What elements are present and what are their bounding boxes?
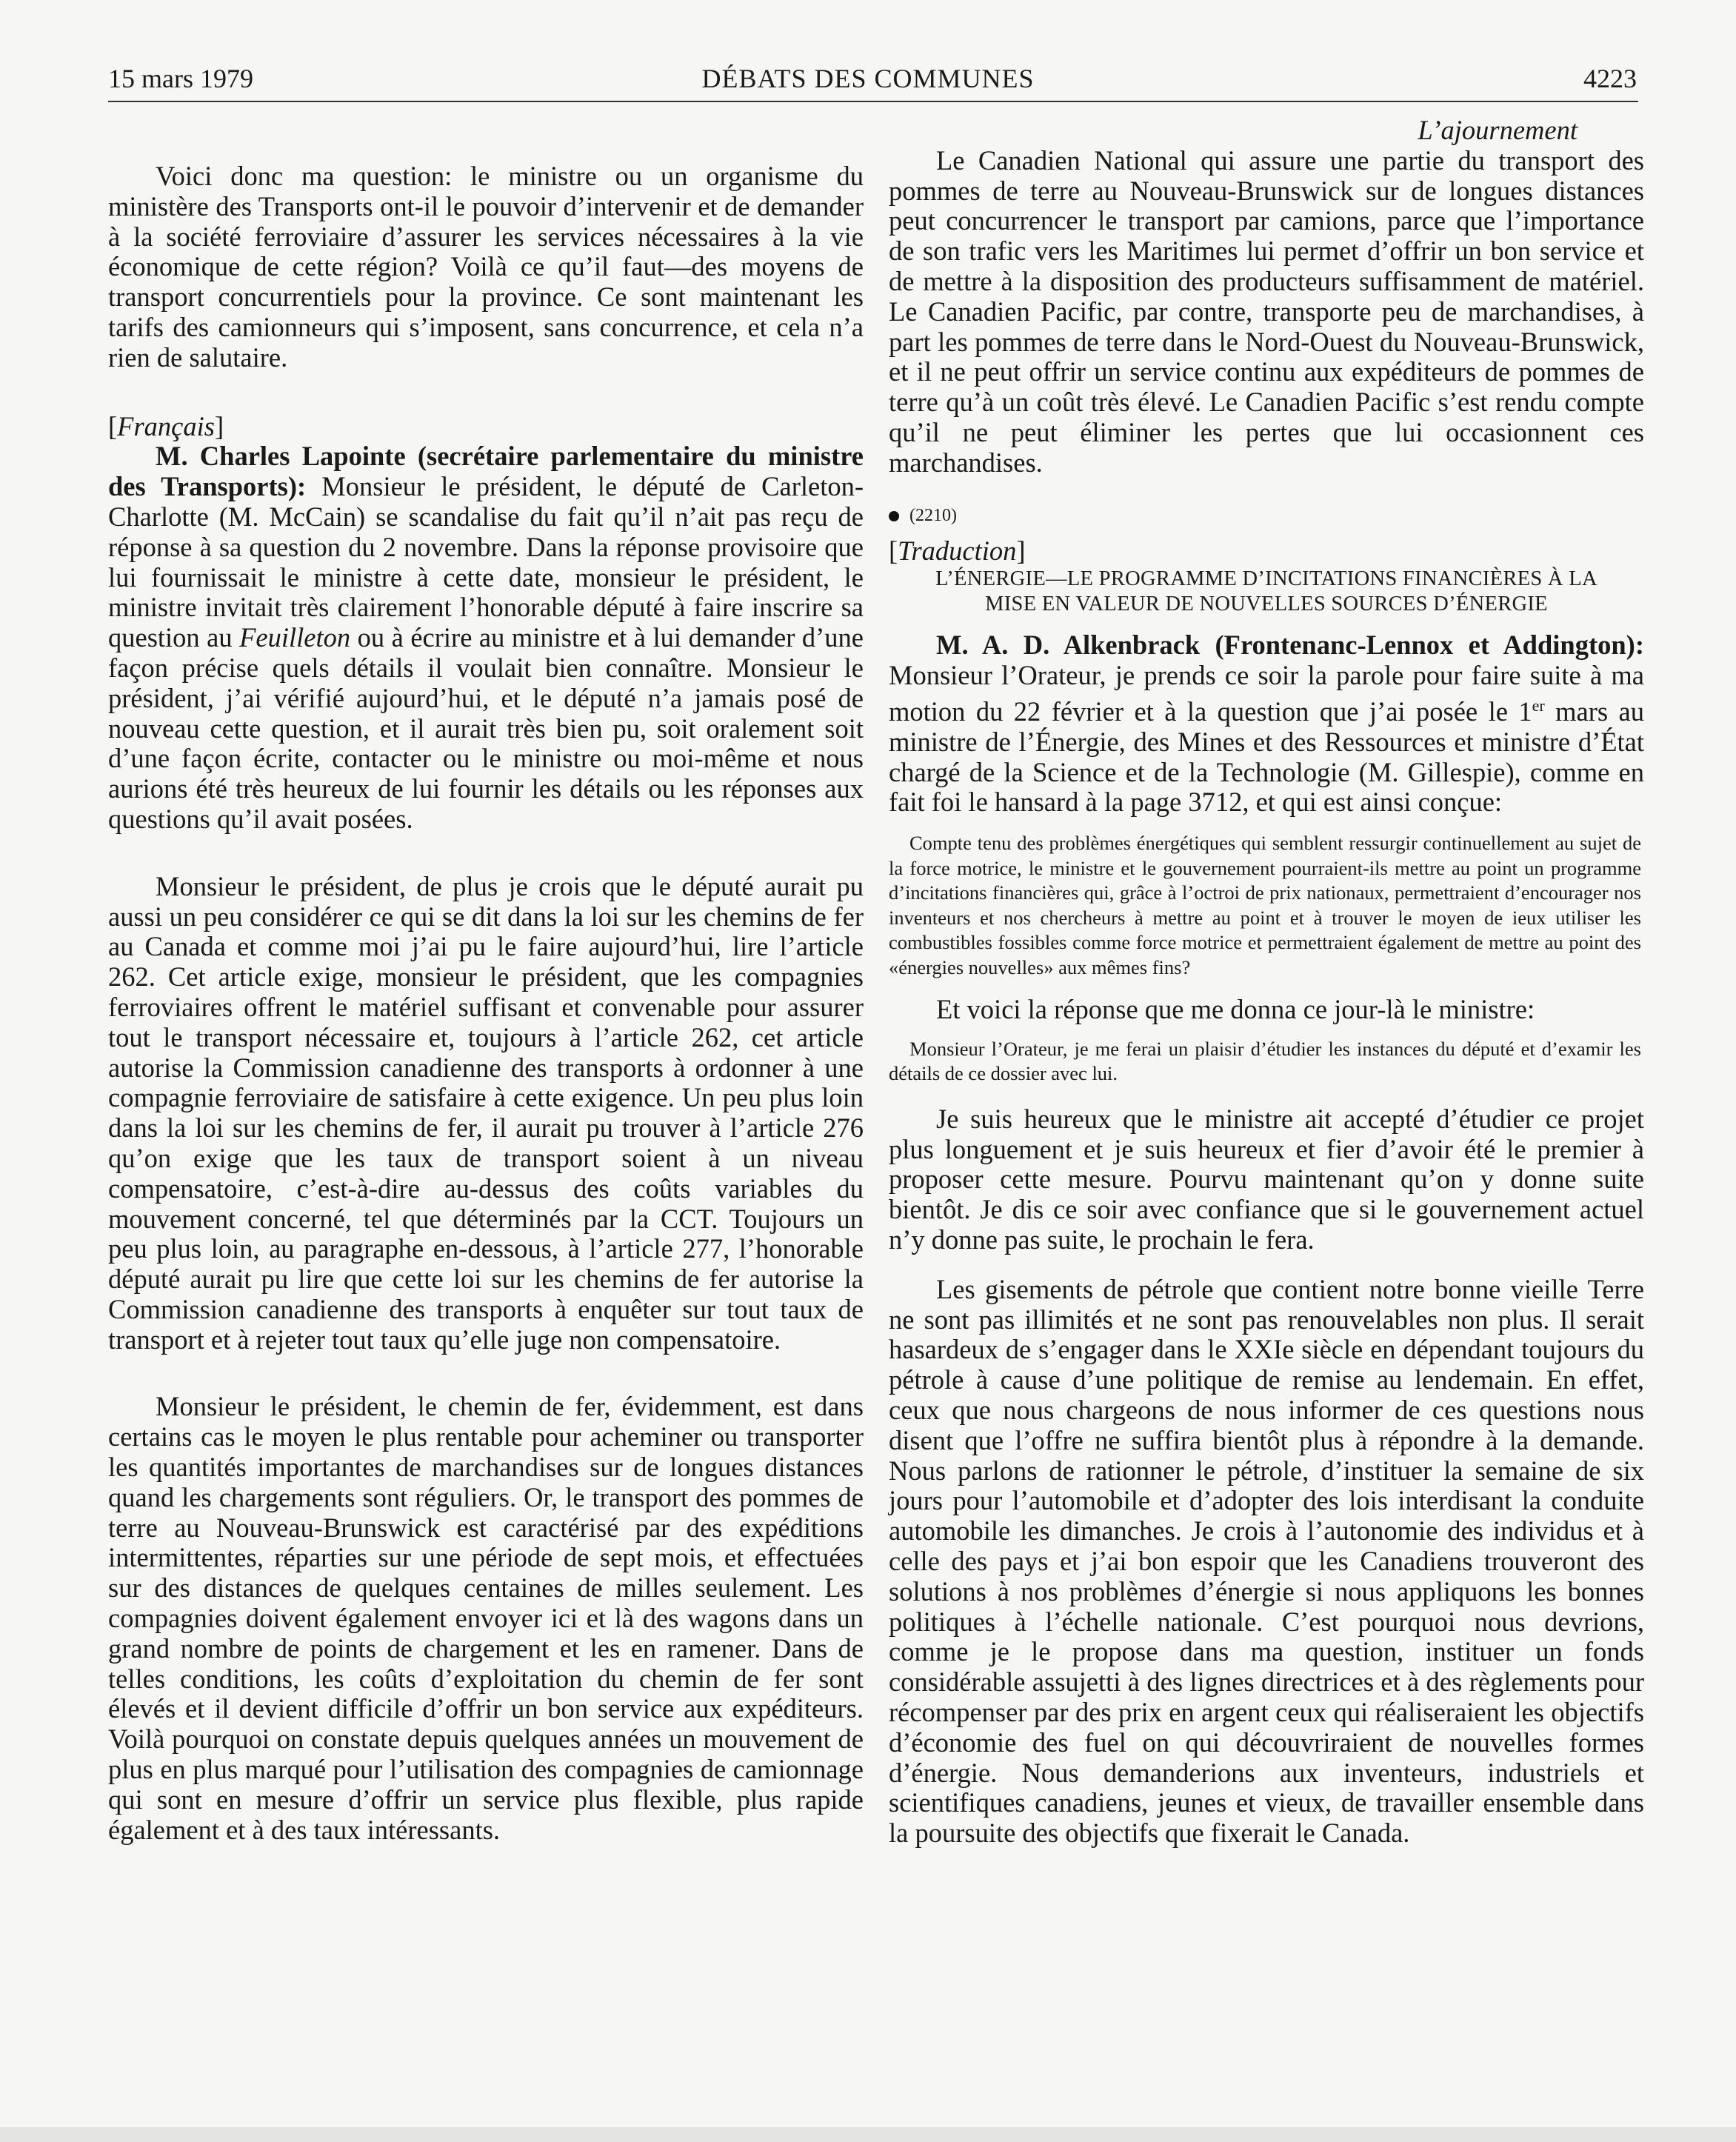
speech-paragraph	[108, 441, 864, 834]
language-tag: [Traduction]	[889, 536, 1026, 567]
speech-text: Monsieur l’Orateur, je prends ce soir la parole pour faire suite à ma motion du 22 février et à la question que j’ai posée le 1	[889, 659, 1644, 727]
paragraph: Monsieur le président, de plus je crois que le député aurait pu aussi un peu considérer ce qui se dit dans la loi sur les chemins de fer au Canada et comme moi j’ai pu le faire aujourd’hui, lire l’article 262. Cet article exige, monsieur le président, que les compagnies ferroviaires offrent le matériel suffisant et convenable pour assurer tout le transport nécessaire et, toujours à l’article 262, cet article autorise la Commission canadienne des transports à ordonner à une compagnie ferroviaire de satisfaire à cette exigence. Un peu plus loin dans la loi sur les chemins de fer, il aurait pu trouver à l’article 276 qu’on exige que les taux de transport soient à un niveau compensatoire, c’est-à-dire au-dessus des coûts variables du mouvement concerné, tel que déterminés par la CCT. Toujours un peu plus loin, au paragraphe en-dessous, à l’article 277, l’honorable député aurait pu lire que cette loi sur les chemins de fer autorise la Commission canadienne des transports à enquêter sur tout taux de transport et à rejeter tout taux qu’elle juge non compensatoire.	[108, 870, 864, 1355]
timecode-text: (2210)	[909, 505, 957, 525]
language-tag: [Français]	[108, 410, 224, 441]
speech-text: mars au ministre de l’Énergie, des Mines et des Ressources et ministre d’État chargé de la Science et de la Technologie (M. Gillespie), comme en fait foi le hansard à la page 3712, et qui est ainsi conçue:	[889, 695, 1644, 818]
italic-term: Feuilleton	[239, 622, 351, 653]
publication-title: DÉBATS DES COMMUNES	[701, 64, 1035, 93]
timecode	[889, 501, 1644, 531]
language-tag-text: Français	[117, 410, 215, 441]
quotation: Compte tenu des problèmes énergétiques qui semblent ressurgir continuellement au sujet de la force motrice, le ministre et le gouvernement pourraient-ils mettre au point un programme d’incitations financières qui, grâce à l’octroi de prix nationaux, permettraient d’encourager nos inventeurs et nos chercheurs à mettre au point et à trouver le moyen de ieux utiliser les combustibles fossibles comme force motrice et permettraient également de mettre au point des «énergies nouvelles» aux mêmes fins?	[889, 832, 1641, 978]
running-head: L’ajournement	[1418, 115, 1578, 145]
header-rule	[108, 101, 1638, 102]
paragraph: Je suis heureux que le ministre ait accepté d’étudier ce projet plus longuement et je suis heureux et fier d’avoir été le premier à proposer cette mesure. Pourvu maintenant qu’on y donne suite bientôt. Je dis ce soir avec confiance que si le gouvernement actuel n’y donne pas suite, le prochain le fera.	[889, 1103, 1644, 1255]
quotation: Monsieur l’Orateur, je me ferai un plaisir d’étudier les instances du député et d’examir les détails de ce dossier avec lui.	[889, 1037, 1641, 1085]
speaker-name: M. Charles Lapointe (secrétaire parlementaire du ministre des Transports):	[108, 441, 864, 502]
speech-text: ou à écrire au ministre et à lui demander d’une façon précise quels détails il voulait bien connaître. Monsieur le président, j’ai vérifié aujourd’hui, et le député n’a jamais posé de nouveau cette question, et il aurait très bien pu, soit oralement soit d’une façon écrite, contacter ou le ministre ou moi-même et nous aurions été très heureux de lui fournir les détails ou les réponses aux questions qu’il avait posées.	[108, 622, 864, 834]
speech-text: Monsieur le président, le député de Carleton-Charlotte (M. McCain) se scandalise du fait qu’il n’ait pas reçu de réponse à sa question du 2 novembre. Dans la réponse provisoire que lui fournissait le ministre à cette date, monsieur le président, le ministre invitait très clairement l’honorable député à faire inscrire sa question au	[108, 471, 864, 653]
right-column	[889, 115, 1644, 1849]
subject-heading	[889, 567, 1644, 617]
left-column	[108, 119, 864, 1845]
bullet-icon	[889, 511, 899, 521]
page-date: 15 mars 1979	[108, 64, 253, 93]
paragraph: Les gisements de pétrole que contient notre bonne vieille Terre ne sont pas illimités et ne sont pas renouvelables non plus. Il serait hasardeux de s’engager dans le XXIe siècle en dépendant toujours du pétrole à cause d’une politique de remise au lendemain. En effet, ceux que nous chargeons de nous informer de ces questions nous disent que l’offre ne suffira bientôt plus à répondre à la demande. Nous parlons de rationner le pétrole, d’instituer la semaine de six jours pour l’automobile et d’adopter des lois interdisant la conduite automobile les dimanches. Je crois à l’autonomie des individus et à celle des pays et j’ai bon espoir que les Canadiens trouveront des solutions à nos problèmes d’énergie si nous appliquons les bonnes politiques à l’échelle nationale. C’est pourquoi nous devrions, comme je le propose dans ma question, instituer un fonds considérable assujetti à des lignes directrices et à des règlements pour récompenser par des prix en argent ceux qui réaliseraient les objectifs d’économie des fuel on qui découvriraient de nouvelles formes d’énergie. Nous demanderions aux inventeurs, industriels et scientifiques canadiens, jeunes et vieux, de travailler ensemble dans la poursuite des objectifs que fixerait le Canada.	[889, 1273, 1644, 1849]
page-number: 4223	[1583, 64, 1637, 93]
paragraph: Monsieur le président, le chemin de fer, évidemment, est dans certains cas le moyen le plus rentable pour acheminer ou transporter les quantités importantes de marchandises sur de longues distances quand les chargements sont réguliers. Or, le transport des pommes de terre au Nouveau-Brunswick est caractérisé par des expéditions intermittentes, réparties sur une période de sept mois, et effectuées sur des distances de quelques centaines de milles seulement. Les compagnies doivent également envoyer ici et là des wagons dans un grand nombre de points de chargement et les en ramener. Dans de telles conditions, les coûts d’exploitation du chemin de fer sont élevés et il devient difficile d’offrir un bon service aux expéditeurs. Voilà pourquoi on constate depuis quelques années un mouvement de plus en plus marqué pour l’utilisation des compagnies de camionnage qui sont en mesure d’offrir un service plus flexible, plus rapide également et à des taux intéressants.	[108, 1391, 864, 1845]
language-tag-text: Traduction	[898, 536, 1017, 567]
speaker-name: M. A. D. Alkenbrack (Frontenanc-Lennox et Addington):	[936, 630, 1644, 661]
superscript: er	[1532, 695, 1545, 715]
subject-heading-line: L’ÉNERGIE—LE PROGRAMME D’INCITATIONS FINANCIÈRES À LA	[935, 567, 1598, 591]
paragraph: Le Canadien National qui assure une partie du transport des pommes de terre au Nouveau-Brunswick sur de longues distances peut concurrencer le transport par camions, parce que l’importance de son trafic vers les Maritimes lui permet d’offrir un bon service et de mettre à la disposition des producteurs suffisamment de matériel. Le Canadien Pacific, par contre, transporte peu de marchandises, à part les pommes de terre dans le Nord-Ouest du Nouveau-Brunswick, et il ne peut offrir un service continu aux expéditeurs de pommes de terre qu’à un coût très élevé. Le Canadien Pacific s’est rendu compte qu’il ne peut éliminer les pertes que lui occasionnent ces marchandises.	[889, 144, 1644, 478]
speech-paragraph	[889, 630, 1644, 818]
paragraph: Et voici la réponse que me donna ce jour-là le ministre:	[936, 994, 1535, 1025]
paragraph: Voici donc ma question: le ministre ou un organisme du ministère des Transports ont-il le pouvoir d’intervenir et de demander à la société ferroviaire d’assurer les services nécessaires à la vie économique de cette région? Voilà ce qu’il faut—des moyens de transport concurrentiels pour la province. Ce sont maintenant les tarifs des camionneurs qui s’imposent, sans concurrence, et cela n’a rien de salutaire.	[108, 161, 864, 373]
scan-edge	[0, 2127, 1736, 2142]
subject-heading-line: MISE EN VALEUR DE NOUVELLES SOURCES D’ÉNERGIE	[985, 593, 1548, 616]
